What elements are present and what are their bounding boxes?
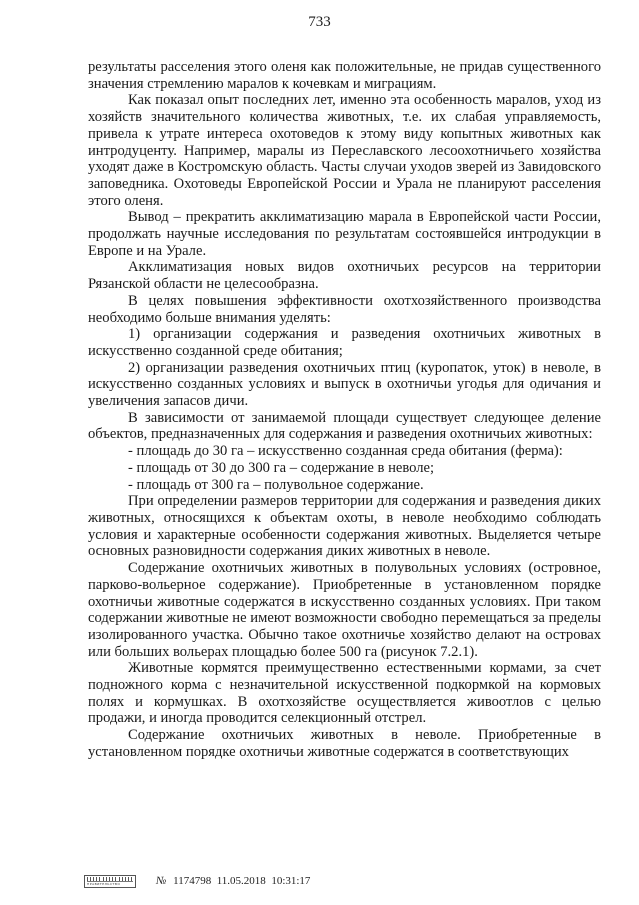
document-date: 11.05.2018 — [216, 875, 266, 887]
document-footer — [84, 874, 310, 888]
seal-caption: ПРАВИТЕЛЬСТВО — [87, 881, 121, 886]
document-stamp — [156, 875, 310, 887]
page-number: 733 — [308, 14, 331, 30]
list-item: - площадь от 300 га – полувольное содержание. — [128, 476, 424, 493]
number-sign: № — [156, 875, 167, 887]
document-body — [88, 59, 601, 761]
paragraph: При определении размеров территории для содержания и разведения диких животных, относящихся к объектам охоты, в неволе необходимо соблюдать условия и характерные особенности содержания животных. Выделяется четыре основных разновидности содержания диких животных в неволе. — [88, 493, 601, 560]
document-id: 1174798 — [173, 875, 212, 887]
list-item: - площадь от 30 до 300 га – содержание в неволе; — [128, 459, 435, 476]
list-item: - площадь до 30 га – искусственно созданная среда обитания (ферма): — [128, 443, 563, 460]
government-seal-icon — [84, 875, 136, 888]
paragraph: Акклиматизация новых видов охотничьих ресурсов на территории Рязанской области не целесообразна. — [88, 259, 601, 293]
paragraph: Содержание охотничьих животных в полувольных условиях (островное, парково-вольерное содержание). Приобретенные в установленном порядке охотничьи животные содержатся в искусственно созданных условиях. При таком содержании животные не имеют возможности свободно перемещаться за пределы изолированного участка. Обычно такое охотничье хозяйство делают на островах или больших вольерах площадью более 500 га (рисунок 7.2.1). — [88, 560, 601, 660]
list-item: 2) организации разведения охотничьих птиц (куропаток, уток) в неволе, в искусственно созданных условиях и выпуск в охотничьи угодья для одичания и увеличения запасов дичи. — [88, 359, 601, 410]
paragraph: Животные кормятся преимущественно естественными кормами, за счет подножного корма с незначительной искусственной подкормкой на кормовых полях и кормушках. В охотхозяйстве осуществляется живоотлов с целью продажи, и иногда проводится селекционный отстрел. — [88, 660, 601, 727]
paragraph: результаты расселения этого оленя как положительные, не придав существенного значения стремлению маралов к кочевкам и миграциям. — [88, 59, 601, 92]
paragraph: Как показал опыт последних лет, именно эта особенность маралов, уход из хозяйств значительного количества животных, т.е. их слабая управляемость, привела к утрате интереса охотоведов к этому виду копытных животных как интродуценту. Например, маралы из Переславского лесоохотничьего хозяйства уходят даже в Костромскую область. Часты случаи уходов зверей из Завидовского заповедника. Охотоведы Европейской России и Урала не планируют расселения этого оленя. — [88, 92, 601, 209]
list-item: 1) организации содержания и разведения охотничьих животных в искусственно созданной среде обитания; — [88, 326, 601, 359]
paragraph: В целях повышения эффективности охотхозяйственного производства необходимо больше внимания уделять: — [88, 292, 601, 326]
paragraph: Вывод – прекратить акклиматизацию марала в Европейской части России, продолжать научные исследования по результатам состоявшейся интродукции в Европе и на Урале. — [88, 209, 601, 259]
paragraph: В зависимости от занимаемой площади существует следующее деление объектов, предназначенных для содержания и разведения охотничьих животных: — [88, 409, 601, 443]
document-time: 10:31:17 — [271, 875, 311, 887]
paragraph: Содержание охотничьих животных в неволе. Приобретенные в установленном порядке охотничьи животные содержатся в соответствующих — [88, 727, 601, 760]
